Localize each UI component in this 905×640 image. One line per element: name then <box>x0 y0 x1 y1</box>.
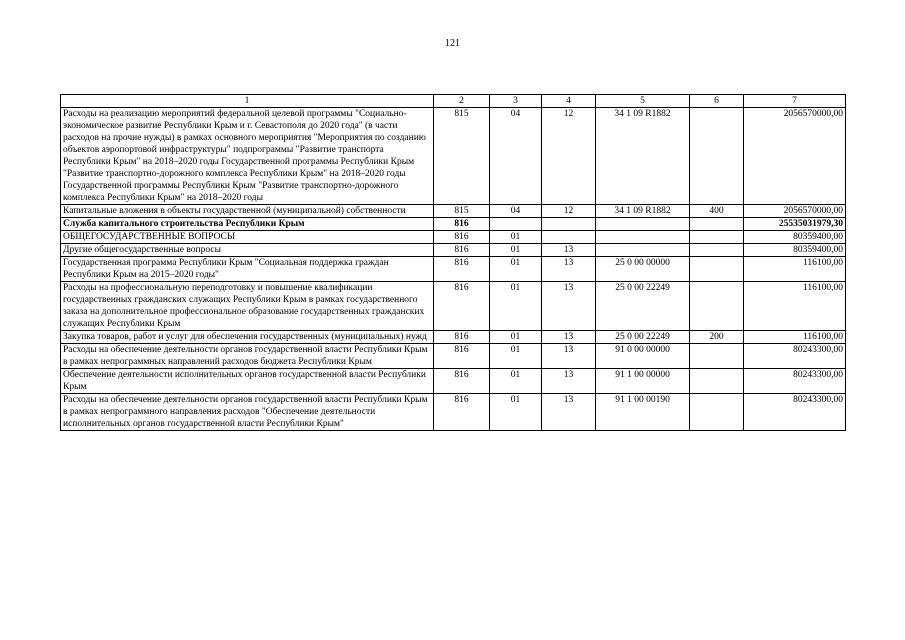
column-header: 3 <box>490 95 542 108</box>
section-code-cell: 01 <box>490 369 542 394</box>
table-row <box>61 257 846 282</box>
amount-cell: 116100,00 <box>744 331 846 344</box>
subsection-code-cell: 13 <box>542 344 596 369</box>
column-header: 6 <box>690 95 744 108</box>
expense-type-cell <box>690 257 744 282</box>
target-article-cell: 25 0 00 22249 <box>596 331 690 344</box>
column-header: 1 <box>61 95 434 108</box>
amount-cell: 2056570000,00 <box>744 108 846 205</box>
table-row <box>61 282 846 331</box>
target-article-cell <box>596 218 690 231</box>
target-article-cell: 25 0 00 00000 <box>596 257 690 282</box>
section-code-cell: 04 <box>490 108 542 205</box>
table-row <box>61 344 846 369</box>
expense-type-cell <box>690 394 744 431</box>
row-name-cell: Другие общегосударственные вопросы <box>61 244 434 257</box>
expense-type-cell <box>690 231 744 244</box>
expense-type-cell <box>690 282 744 331</box>
subsection-code-cell: 13 <box>542 331 596 344</box>
section-code-cell: 01 <box>490 282 542 331</box>
subsection-code-cell: 12 <box>542 108 596 205</box>
subsection-code-cell: 13 <box>542 394 596 431</box>
table-row <box>61 331 846 344</box>
subsection-code-cell: 13 <box>542 257 596 282</box>
table-header-row <box>61 95 846 108</box>
amount-cell: 80359400,00 <box>744 231 846 244</box>
section-code-cell <box>490 218 542 231</box>
department-code-cell: 816 <box>434 369 490 394</box>
department-code-cell: 816 <box>434 344 490 369</box>
subsection-code-cell: 12 <box>542 205 596 218</box>
amount-cell: 2056570000,00 <box>744 205 846 218</box>
target-article-cell <box>596 231 690 244</box>
department-code-cell: 816 <box>434 244 490 257</box>
amount-cell: 25535031979,30 <box>744 218 846 231</box>
row-name-cell: Расходы на обеспечение деятельности органов государственной власти Республики Крым в рамках непрограммных направлений расходов бюджета Республики Крым <box>61 344 434 369</box>
table-row <box>61 369 846 394</box>
expense-type-cell <box>690 244 744 257</box>
amount-cell: 80359400,00 <box>744 244 846 257</box>
column-header: 7 <box>744 95 846 108</box>
table-row <box>61 205 846 218</box>
department-code-cell: 816 <box>434 331 490 344</box>
section-code-cell: 01 <box>490 244 542 257</box>
page-number: 121 <box>445 38 460 49</box>
table-row <box>61 244 846 257</box>
target-article-cell <box>596 244 690 257</box>
department-code-cell: 816 <box>434 394 490 431</box>
table-row <box>61 394 846 431</box>
section-code-cell: 01 <box>490 344 542 369</box>
budget-table <box>60 94 846 431</box>
expense-type-cell <box>690 369 744 394</box>
row-name-cell: Служба капитального строительства Республики Крым <box>61 218 434 231</box>
table-row <box>61 231 846 244</box>
target-article-cell: 91 1 00 00190 <box>596 394 690 431</box>
amount-cell: 116100,00 <box>744 257 846 282</box>
row-name-cell: Расходы на реализацию мероприятий федеральной целевой программы "Социально-экономическое развитие Республики Крым и г. Севастополя до 2020 года" (в части расходов на прочие нужды) в рамках основного мероприятия "Мероприятия по созданию объектов аэропортовой инфраструктуры" подпрограммы "Развитие транспорта Республики Крым" на 2018–2020 годы Государственной программы Республики Крым "Развитие транспортно-дорожного комплекса Республики Крым" на 2018–2020 годы Государственной программы Республики Крым "Развитие транспортно-дорожного комплекса Республики Крым" на 2018–2020 годы <box>61 108 434 205</box>
row-name-cell: Обеспечение деятельности исполнительных органов государственной власти Республики Крым <box>61 369 434 394</box>
amount-cell: 80243300,00 <box>744 394 846 431</box>
target-article-cell: 91 1 00 00000 <box>596 369 690 394</box>
department-code-cell: 816 <box>434 231 490 244</box>
row-name-cell: ОБЩЕГОСУДАРСТВЕННЫЕ ВОПРОСЫ <box>61 231 434 244</box>
amount-cell: 116100,00 <box>744 282 846 331</box>
section-code-cell: 01 <box>490 257 542 282</box>
column-header: 5 <box>596 95 690 108</box>
department-code-cell: 816 <box>434 218 490 231</box>
table-row <box>61 218 846 231</box>
column-header: 4 <box>542 95 596 108</box>
subsection-code-cell: 13 <box>542 369 596 394</box>
section-code-cell: 01 <box>490 331 542 344</box>
column-header: 2 <box>434 95 490 108</box>
expense-type-cell <box>690 218 744 231</box>
row-name-cell: Капитальные вложения в объекты государственной (муниципальной) собственности <box>61 205 434 218</box>
target-article-cell: 34 1 09 R1882 <box>596 205 690 218</box>
expense-type-cell: 200 <box>690 331 744 344</box>
department-code-cell: 815 <box>434 205 490 218</box>
department-code-cell: 816 <box>434 257 490 282</box>
amount-cell: 80243300,00 <box>744 369 846 394</box>
target-article-cell: 34 1 09 R1882 <box>596 108 690 205</box>
department-code-cell: 816 <box>434 282 490 331</box>
section-code-cell: 01 <box>490 231 542 244</box>
row-name-cell: Расходы на профессиональную переподготовку и повышение квалификации государственных гражданских служащих Республики Крым в рамках государственного заказа на дополнительное профессиональное образование государственных гражданских служащих Республики Крым <box>61 282 434 331</box>
target-article-cell: 25 0 00 22249 <box>596 282 690 331</box>
table-row <box>61 108 846 205</box>
amount-cell: 80243300,00 <box>744 344 846 369</box>
subsection-code-cell: 13 <box>542 282 596 331</box>
subsection-code-cell <box>542 218 596 231</box>
target-article-cell: 91 0 00 00000 <box>596 344 690 369</box>
expense-type-cell <box>690 108 744 205</box>
subsection-code-cell <box>542 231 596 244</box>
subsection-code-cell: 13 <box>542 244 596 257</box>
expense-type-cell <box>690 344 744 369</box>
expense-type-cell: 400 <box>690 205 744 218</box>
section-code-cell: 04 <box>490 205 542 218</box>
row-name-cell: Закупка товаров, работ и услуг для обеспечения государственных (муниципальных) нужд <box>61 331 434 344</box>
section-code-cell: 01 <box>490 394 542 431</box>
row-name-cell: Расходы на обеспечение деятельности органов государственной власти Республики Крым в рамках непрограммного направления расходов "Обеспечение деятельности исполнительных органов государственной власти Республики Крым" <box>61 394 434 431</box>
row-name-cell: Государственная программа Республики Крым "Социальная поддержка граждан Республики Крым на 2015–2020 годы" <box>61 257 434 282</box>
department-code-cell: 815 <box>434 108 490 205</box>
